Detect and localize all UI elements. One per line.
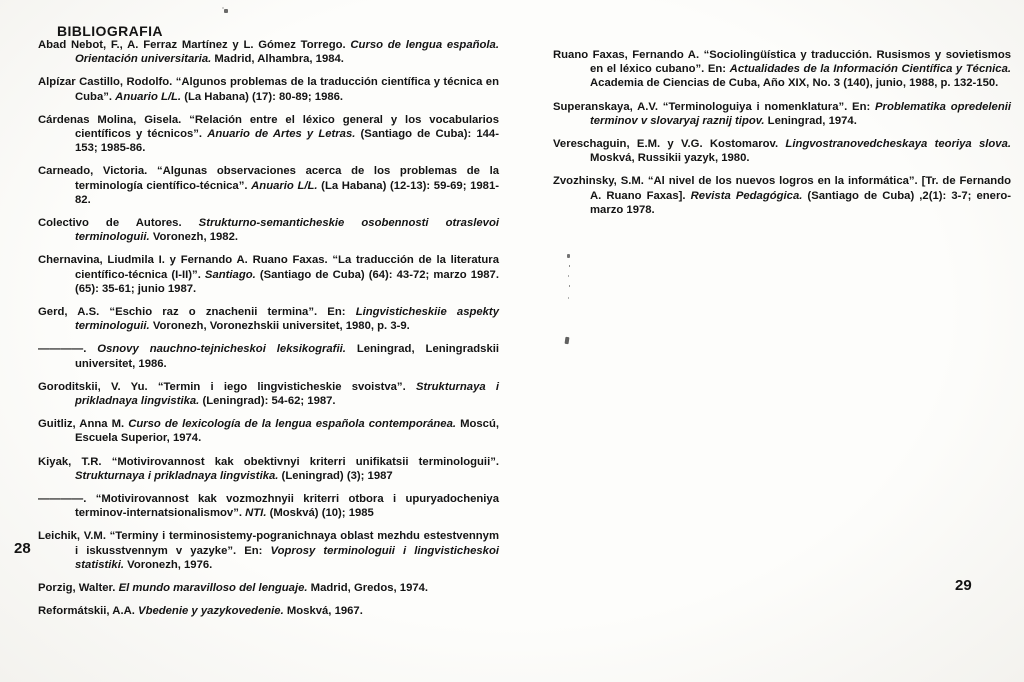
bibliography-list-right xyxy=(553,48,1011,226)
bibliography-entry: Goroditskii, V. Yu. “Termin i iego lingvisticheskie svoistva”. Strukturnaya i prikladnaya lingvistika. (Leningrad): 54-62; 1987. xyxy=(38,380,500,408)
bibliography-entry: Guitliz, Anna M. Curso de lexicología de la lengua española contemporánea. Moscú, Escuela Superior, 1974. xyxy=(38,418,499,445)
ink-smudge xyxy=(224,9,228,13)
bibliography-entry: Porzig, Walter. El mundo maravilloso del lenguaje. Madrid, Gredos, 1974. xyxy=(38,582,429,595)
page-number-left: 28 xyxy=(14,540,31,557)
bibliography-entry: Alpízar Castillo, Rodolfo. “Algunos problemas de la traducción científica y técnica en Cuba”. Anuario L/L. (La Habana) (17): 80-89; 1986. xyxy=(38,76,499,103)
bibliography-list-left xyxy=(38,38,499,628)
bibliography-entry: Leichik, V.M. “Terminy i terminosistemy-pogranichnaya oblast mezhdu estestvennym i iskusstvennym v yazyke”. En: Voprosy terminologuii i lingvisticheskoi statistiki. Voronezh, 1976. xyxy=(38,530,499,571)
bibliography-entry: ————. Osnovy nauchno-tejnicheskoi leksikografii. Leningrad, Leningradskii universitet, 1986. xyxy=(38,343,500,370)
bibliography-entry: Carneado, Victoria. “Algunas observaciones acerca de los problemas de la terminología científico-técnica”. Anuario L/L. (La Habana) (12-13): 59-69; 1981-82. xyxy=(38,165,499,206)
bibliography-entry: Colectivo de Autores. Strukturno-semanticheskie osobennosti otraslevoi terminologuii. Voronezh, 1982. xyxy=(38,217,499,244)
bibliography-title: BIBLIOGRAFIA xyxy=(57,23,163,40)
bibliography-entry: Reformátskii, A.A. Vbedenie y yazykovedenie. Moskvá, 1967. xyxy=(38,605,363,618)
bibliography-entry: Vereschaguin, E.M. y V.G. Kostomarov. Lingvostranovedcheskaya teoriya slova. Moskvá, Russikii yazyk, 1980. xyxy=(553,138,1012,165)
ink-smudge xyxy=(567,254,570,258)
bibliography-entry: Cárdenas Molina, Gisela. “Relación entre el léxico general y los vocabularios científicos y técnicos”. Anuario de Artes y Letras. (Santiago de Cuba): 144-153; 1985-86. xyxy=(38,113,499,155)
bibliography-entry: Kiyak, T.R. “Motivirovannost kak obektivnyi kriterri unifikatsii terminologuii”. Strukturnaya i prikladnaya lingvistika. (Leningrad) (3); 1987 xyxy=(38,455,499,482)
bibliography-entry: Chernavina, Liudmila I. y Fernando A. Ruano Faxas. “La traducción de la literatura científico-técnica (I-II)”. Santiago. (Santiago de Cuba) (64): 43-72; marzo 1987. (65): 35-61; junio 1987. xyxy=(38,254,499,295)
bibliography-entry: Zvozhinsky, S.M. “Al nivel de los nuevos logros en la informática”. [Tr. de Fernando A. Ruano Faxas]. Revista Pedagógica. (Santiago de Cuba) ,2(1): 3-7; enero-marzo 1978. xyxy=(553,175,1012,216)
bibliography-entry: Gerd, A.S. “Eschio raz o znachenii termina”. En: Lingvisticheskiie aspekty terminologuii. Voronezh, Voronezhskii universitet, 1980, p. 3-9. xyxy=(38,306,499,333)
page-number-right: 29 xyxy=(955,577,972,594)
bibliography-entry: Superanskaya, A.V. “Terminologuiya i nomenklatura”. En: Problematika opredelenii terminov v slovaryaj raznij tipov. Leningrad, 1974. xyxy=(553,100,1011,127)
bibliography-entry: ————. “Motivirovannost kak vozmozhnyii kriterri otbora i upuryadocheniya terminov-internatsionalismov”. NTI. (Moskvá) (10); 1985 xyxy=(38,493,499,520)
ink-smudge xyxy=(565,337,570,344)
bibliography-entry: Abad Nebot, F., A. Ferraz Martínez y L. Gómez Torrego. Curso de lengua española. Orientación universitaria. Madrid, Alhambra, 1984. xyxy=(38,39,499,66)
bibliography-entry: Ruano Faxas, Fernando A. “Sociolingüística y traducción. Rusismos y sovietismos en el léxico cubano”. En: Actualidades de la Información Científica y Técnica. Academia de Ciencias de Cuba, Año XIX, No. 3 (140), junio, 1988, p. 132-150. xyxy=(553,49,1011,90)
